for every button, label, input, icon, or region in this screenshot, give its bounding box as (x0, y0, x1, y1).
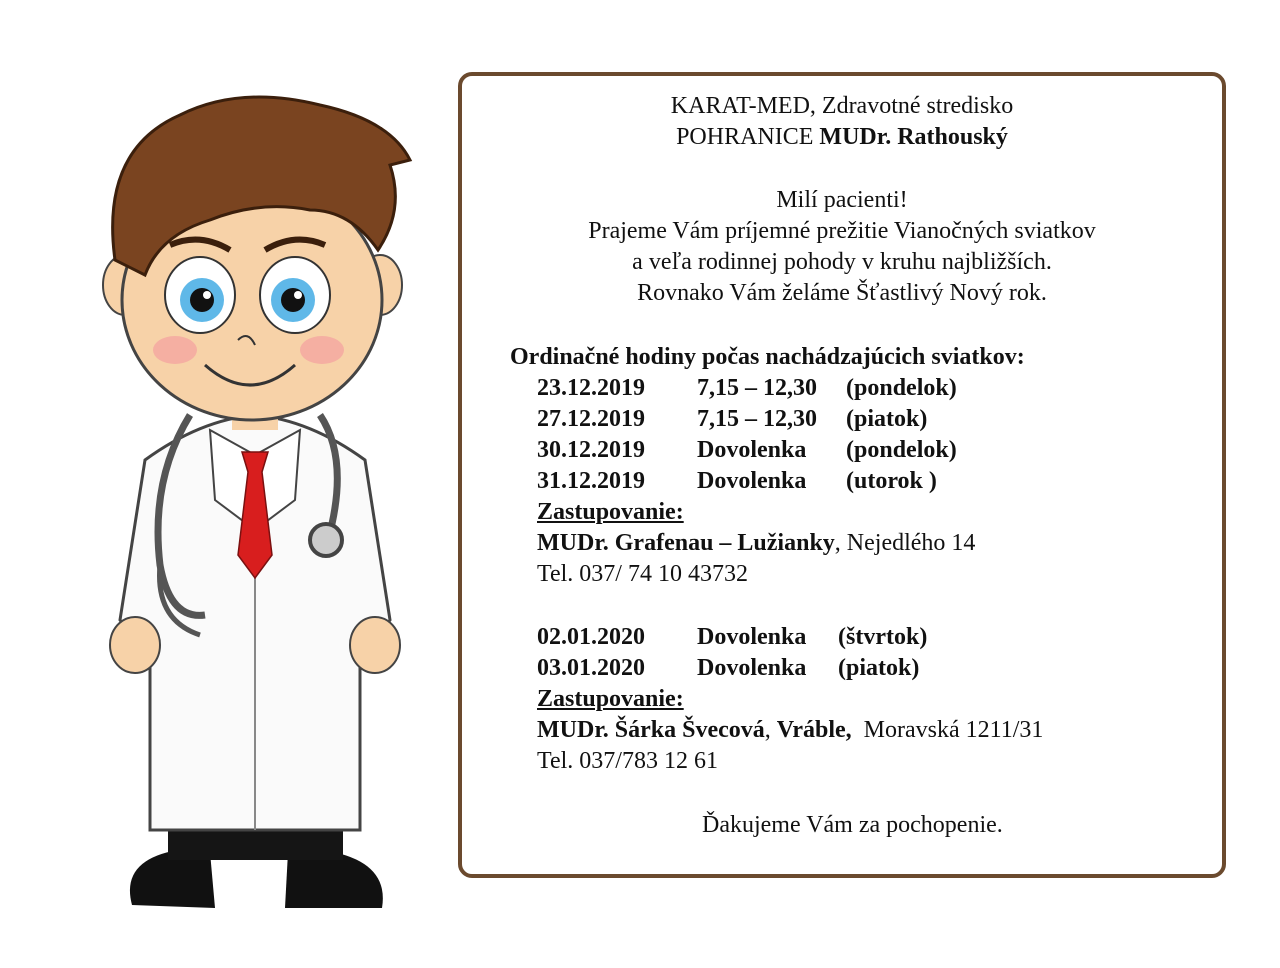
doctor-illustration (60, 60, 450, 930)
notice-frame: KARAT-MED, Zdravotné stredisko POHRANICE MUDr. Rathouský Milí pacienti! Prajeme Vám príjemné prežitie Vianočných sviatkov a veľa rodinnej pohody v kruhu najbližších. Rovnako Vám želáme Šťastlivý Nový rok. Ordinačné hodiny počas nachádzajúcich sviatkov: 23.12.2019 7,15 – 12,30 (pondelok) 27.12.2019 7,15 – 12,30 (piatok) 30.12.2019 Dovolenka (pondelok) 31.12.2019 Dovolenka (utorok ) Zastupovanie: MUDr. Grafenau – Lužianky, Nejedlého 14 Tel. 037/ 74 10 43732 02.01.2020 Dovolenka (štvrtok) 03.01.2020 Dovolenka (piatok) Zastupovanie: MUDr. Šárka Švecová, Vráble, Moravská 1211/31 Tel. 037/783 12 61 Ďakujeme Vám za pochopenie. (458, 72, 1226, 878)
substitute-phone: Tel. 037/ 74 10 43732 (537, 561, 748, 587)
greeting-line: a veľa rodinnej pohody v kruhu najbližších. (632, 249, 1052, 275)
substitute-label: Zastupovanie: (537, 499, 684, 525)
right-hand (350, 617, 400, 673)
schedule-row: 30.12.2019 (537, 437, 645, 463)
substitute-doctor: MUDr. Šárka Švecová, Vráble, Moravská 1211/31 (537, 717, 1044, 743)
closing-line: Ďakujeme Vám za pochopenie. (702, 812, 1003, 838)
substitute-doctor: MUDr. Grafenau – Lužianky, Nejedlého 14 (537, 530, 976, 556)
schedule-row: 23.12.2019 (537, 375, 645, 401)
schedule-row: 31.12.2019 (537, 468, 645, 494)
schedule-row: 02.01.2020 (537, 624, 645, 650)
greeting-line: Prajeme Vám príjemné prežitie Vianočných sviatkov (588, 218, 1096, 244)
substitute-phone: Tel. 037/783 12 61 (537, 748, 718, 774)
schedule-row: 03.01.2020 (537, 655, 645, 681)
greeting-title: Milí pacienti! (776, 187, 908, 213)
clinic-doctor: POHRANICE MUDr. Rathouský (676, 124, 1008, 150)
schedule-row: 27.12.2019 (537, 406, 645, 432)
clinic-name: KARAT-MED, Zdravotné stredisko (670, 93, 1014, 119)
greeting-line: Rovnako Vám želáme Šťastlivý Nový rok. (637, 280, 1047, 306)
left-hand (110, 617, 160, 673)
hours-heading: Ordinačné hodiny počas nachádzajúcich sviatkov: (510, 344, 1025, 370)
substitute-label: Zastupovanie: (537, 686, 684, 712)
